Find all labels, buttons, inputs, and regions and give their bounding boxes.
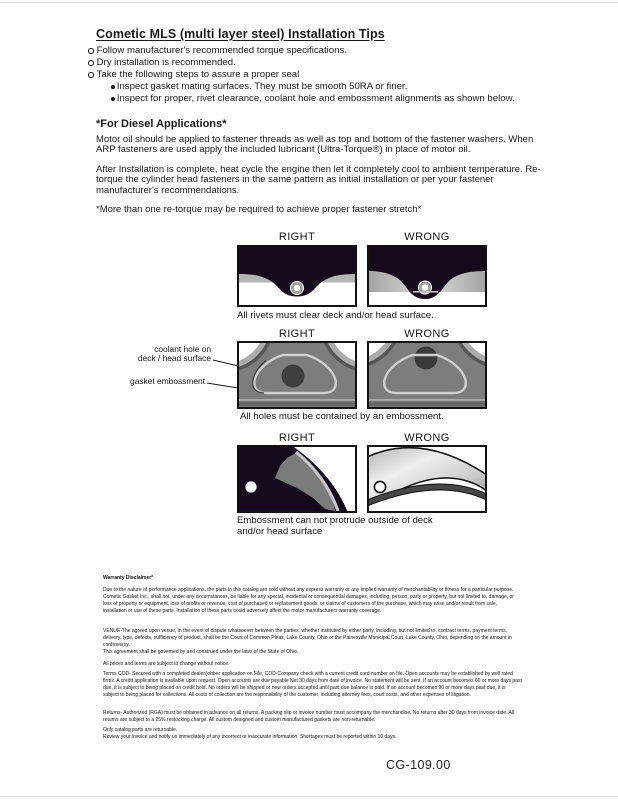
diesel-section-heading: *For Diesel Applications* — [96, 118, 227, 130]
top-edge-divider — [0, 2, 618, 3]
figure2-right-label: RIGHT — [278, 328, 316, 340]
catalog-code: CG-109.00 — [386, 758, 451, 772]
list-item — [88, 45, 515, 57]
venue-text: VENUE-The agreed upon venue, in the event of dispute whatsoever between the parties, whether instituted by either party, including, but not limited to, contract terms, payment terms, delivery, type, defects, sufficiency of product, shall be the Court of Common Pleas, Lake County, Ohio or the Painesville Municipal Court, Lake County, Ohio, depending on the amount in controversy. — [103, 628, 512, 648]
bullet-marker-icon — [88, 60, 94, 66]
figure-protrude-wrong-image — [367, 445, 487, 513]
rivet-right-diagram — [237, 245, 357, 307]
figure1-right-label: RIGHT — [278, 231, 316, 243]
list-item-text: Follow manufacturer's recommended torque specifications. — [96, 45, 347, 56]
figure-embossment-wrong-image — [367, 341, 487, 409]
figure1-wrong-label: WRONG — [404, 231, 450, 243]
bullet-marker-icon — [111, 85, 115, 89]
review-invoice-text: Review your invoice and notify us immediately of any incorrect or inaccurate information. Shortages must be reported within 10 days. — [103, 733, 397, 740]
figure1-caption: All rivets must clear deck and/or head surface. — [237, 310, 434, 321]
caption-line: Embossment can not protrude outside of deck — [237, 515, 433, 526]
coolant-hole-annotation — [115, 345, 211, 364]
bullet-marker-icon — [111, 97, 115, 101]
annotation-text: gasket embossment — [130, 376, 205, 386]
returnable-paragraph — [103, 727, 522, 741]
figure-protrude-right-image — [237, 445, 357, 513]
only-catalog-text: Only catalog parts are returnable. — [103, 727, 178, 733]
protrude-right-diagram — [237, 445, 357, 513]
figure-rivet-wrong-image — [367, 245, 487, 307]
figure3-right-label: RIGHT — [278, 432, 316, 444]
page-title: Cometic MLS (multi layer steel) Installation Tips — [96, 27, 385, 41]
protrude-wrong-diagram — [367, 445, 487, 513]
embossment-right-diagram — [237, 341, 357, 409]
installation-tips-list — [88, 45, 515, 105]
list-item — [111, 93, 515, 105]
governed-text: This agreement shall be governed by and construed under the laws of the State of Ohio. — [103, 648, 299, 655]
embossment-wrong-diagram — [367, 341, 487, 409]
venue-paragraph — [103, 628, 522, 656]
list-item — [88, 69, 515, 81]
figure2-wrong-label: WRONG — [404, 328, 450, 340]
bottom-edge-divider — [0, 796, 618, 797]
figure3-wrong-label: WRONG — [404, 432, 450, 444]
warranty-disclaimer-heading: Warranty Disclaimer* — [103, 575, 154, 581]
list-item-text: Inspect gasket mating surfaces. They must be smooth 50RA or finer. — [116, 81, 408, 92]
list-item-text: Take the following steps to assure a proper seal — [96, 69, 300, 80]
bullet-marker-icon — [88, 72, 94, 78]
warranty-paragraph: Due to the nature of performance applications, the parts in this catalog are sold without any express warranty or any implied warranty of merchantability or fitness for a particular purpose. Cometic Gasket Inc., shall not, under any circumstances, be liable for any special, incidental or consequential damages, including, person, party or property, but not limited to, damage, or loss of property or equipment, loss of profits or revenue, cost of purchased or replacement goods, or claims of customers of the purchase, which may arise and/or result from sale, installation or use of these parts. Installation of these parts could adversely affect the motor manufacturers warranty coverage. — [103, 587, 514, 614]
figure-rivet-right-image — [237, 245, 357, 307]
caption-line: and/or head surface — [237, 525, 323, 537]
figure-embossment-right-image — [237, 341, 357, 409]
annotation-text: coolant hole on — [154, 344, 211, 354]
list-item — [88, 57, 515, 69]
retorque-note: *More than one re-torque may be required to achieve proper fastener stretch* — [96, 204, 422, 215]
diesel-paragraph: Motor oil should be applied to fastener threads as well as top and bottom of the fastener washers. When ARP fasteners are used apply the included lubricant (Ultra-Torque®) in place of motor oil. — [96, 134, 534, 156]
rivet-wrong-diagram — [367, 245, 487, 307]
returns-paragraph: Returns- Authorized (RGA) must be obtained in advance on all returns. A packing slip or invoice number must accompany the merchandise. No returns after 30 days from invoice date. All returns are subject to a 25% restocking charge. All custom designed and custom manufactured gaskets are non-returnable. — [103, 710, 515, 723]
prices-paragraph: All prices and terms are subject to change without notice. — [103, 661, 230, 667]
terms-paragraph: Terms COD- Secured with a completed dealer/jobber application on File, COD-Company check with a current credit card number on file. Open accounts may be established by well rated firms. A credit application is available upon request. Open accounts are due payable Net 30 days from date of invoice. No statement will be sent. If an account becomes 60 or more days past due, it is subject to being placed on credit hold. No orders will be shipped or new orders accepted until past due balance is paid. If an account becomes 90 or more days past due, it is subject to being placed for collections. All costs of collection are the responsibility of the customer, including attorney fees, court costs, and other expenses of litigation. — [103, 671, 522, 698]
figure2-caption: All holes must be contained by an embossment. — [240, 411, 444, 422]
bullet-marker-icon — [88, 48, 94, 54]
list-item-text: Dry installation is recommended. — [96, 57, 236, 68]
list-item — [111, 81, 515, 93]
annotation-text: deck / head surface — [137, 353, 211, 364]
list-item-text: Inspect for proper, rivet clearance, coolant hole and embossment alignments as shown below. — [116, 93, 515, 104]
diesel-paragraph: After Installation is complete, heat cycle the engine then let it completely cool to ambient temperature. Re-torque the cylinder head fasteners in the same pattern as initial installation or per your fastener manufacturer's recommendations. — [96, 164, 541, 196]
gasket-embossment-annotation — [109, 377, 205, 386]
figure3-caption — [237, 516, 433, 537]
